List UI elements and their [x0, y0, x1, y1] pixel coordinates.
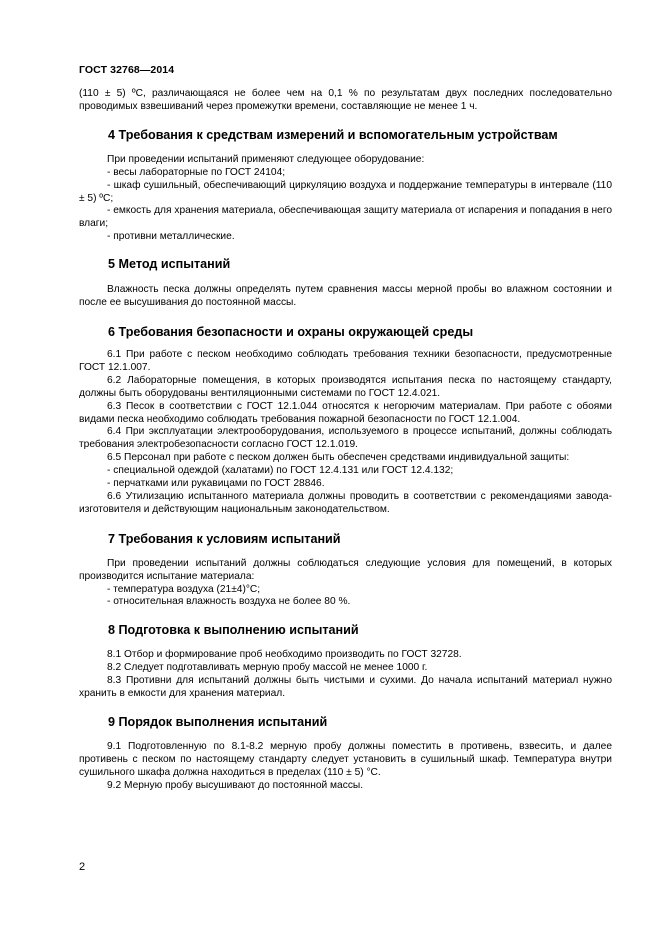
- section-6-paragraph: 6.3 Песок в соответствии с ГОСТ 12.1.044 относятся к негорючим материалам. При работе с обоями видами песка необходимо соблюдать требования пожарной безопасности по ГОСТ 12.1.004.: [79, 400, 612, 425]
- section-4-list-item: - шкаф сушильный, обеспечивающий циркуляцию воздуха и поддержание температуры в интервале (110 ± 5) ºС;: [79, 179, 612, 204]
- section-6-paragraph: 6.4 При эксплуатации электрооборудования, используемого в процессе испытаний, должны соблюдать требования электробезопасности согласно ГОСТ 12.1.019.: [79, 426, 612, 451]
- document-body: [79, 88, 612, 793]
- continuation-paragraph: (110 ± 5) ºС, различающаяся не более чем на 0,1 % по результатам двух последних последовательно проводимых взвешиваний через промежутки времени, составляющие не менее 1 ч.: [79, 88, 612, 112]
- section-7-heading: 7 Требования к условиям испытаний: [108, 531, 341, 546]
- section-7-paragraph: При проведении испытаний должны соблюдаться следующие условия для помещений, в которых производится испытание материала:: [79, 557, 612, 582]
- section-6-list-item: - специальной одеждой (халатами) по ГОСТ 12.4.131 или ГОСТ 12.4.132;: [107, 465, 454, 477]
- section-9-paragraph: 9.2 Мерную пробу высушивают до постоянной массы.: [107, 779, 364, 791]
- section-6-paragraph: 6.6 Утилизацию испытанного материала должны проводить в соответствии с рекомендациями завода-изготовителя и действующим национальным законодательством.: [79, 490, 612, 515]
- section-4-list-item: - емкость для хранения материала, обеспечивающая защиту материала от испарения и попадания в него влаги;: [79, 205, 612, 230]
- section-4-list-item: - противни металлические.: [107, 231, 235, 243]
- section-4-heading: 4 Требования к средствам измерений и вспомогательным устройствам: [108, 127, 558, 142]
- section-6-paragraph: 6.1 При работе с песком необходимо соблюдать требования техники безопасности, предусмотренные ГОСТ 12.1.007.: [79, 348, 612, 373]
- section-4-paragraph: При проведении испытаний применяют следующее оборудование:: [107, 153, 425, 165]
- section-6-paragraph: 6.5 Персонал при работе с песком должен быть обеспечен средствами индивидуальной защиты:: [107, 452, 570, 464]
- section-9-paragraph: 9.1 Подготовленную по 8.1-8.2 мерную пробу должны поместить в противень, взвесить, и далее противень с песком по настоящему стандарту следует установить в сушильный шкаф. Температура внутри сушильного шкафа должна находиться в пределах (110 ± 5) °С.: [79, 741, 612, 778]
- section-8-paragraph: 8.2 Следует подготавливать мерную пробу массой не менее 1000 г.: [107, 662, 428, 674]
- section-8-heading: 8 Подготовка к выполнению испытаний: [108, 623, 359, 638]
- section-6-paragraph: 6.2 Лабораторные помещения, в которых производятся испытания песка по настоящему стандарту, должны быть оборудованы вентиляционными системами по ГОСТ 12.4.021.: [79, 374, 612, 399]
- section-5-heading: 5 Метод испытаний: [108, 257, 231, 272]
- section-7-list-item: - температура воздуха (21±4)°С;: [107, 583, 261, 595]
- section-7-list-item: - относительная влажность воздуха не более 80 %.: [107, 596, 351, 608]
- section-8-paragraph: 8.1 Отбор и формирование проб необходимо производить по ГОСТ 32728.: [107, 649, 462, 661]
- section-6-list-item: - перчатками или рукавицами по ГОСТ 28846.: [107, 478, 325, 490]
- standard-code-header: ГОСТ 32768—2014: [79, 64, 175, 76]
- section-8-paragraph: 8.3 Противни для испытаний должны быть чистыми и сухими. До начала испытаний материал нужно хранить в емкости для хранения материал.: [79, 675, 612, 700]
- section-4-list-item: - весы лабораторные по ГОСТ 24104;: [107, 166, 286, 178]
- section-6-heading: 6 Требования безопасности и охраны окружающей среды: [108, 324, 474, 339]
- section-5-paragraph: Влажность песка должны определять путем сравнения массы мерной пробы во влажном состоянии и после ее высушивания до постоянной массы.: [79, 284, 612, 309]
- section-9-heading: 9 Порядок выполнения испытаний: [108, 715, 328, 729]
- page-number: 2: [79, 861, 86, 873]
